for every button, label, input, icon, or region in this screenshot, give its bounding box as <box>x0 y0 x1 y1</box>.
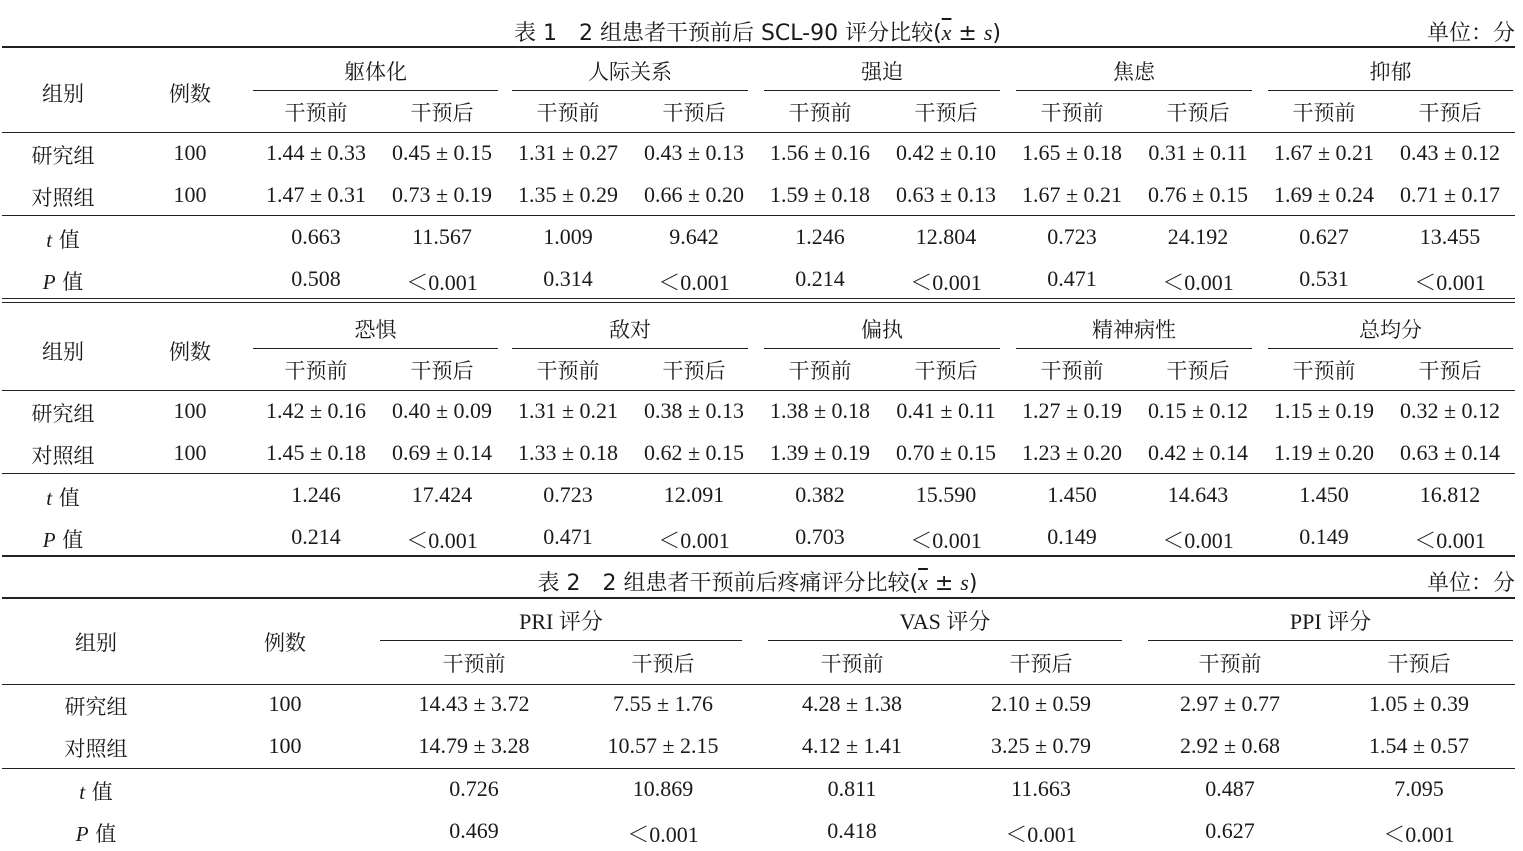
table1-top-rule <box>2 46 1515 48</box>
row-t-label-suffix: 值 <box>52 228 80 252</box>
table-cell-p: ＜0.001 <box>1414 528 1486 553</box>
table-cell-t: 1.450 <box>1047 482 1097 507</box>
table1-unit: 单位：分 <box>1426 21 1515 46</box>
table-cell-p: 0.627 <box>1205 818 1255 843</box>
table-cell-p: ＜0.001 <box>1162 528 1234 553</box>
row-count: 100 <box>268 733 302 758</box>
row-p-label <box>43 266 84 296</box>
subheader-pre: 干预前 <box>284 101 348 125</box>
row-p-label-symbol: P <box>42 528 56 552</box>
table1-caption <box>0 8 1515 48</box>
dimension-underline <box>512 348 748 349</box>
table-cell-t: 11.567 <box>412 224 472 249</box>
table1-block-separator-lower <box>2 302 1515 303</box>
table-cell-t: 1.246 <box>291 482 341 507</box>
table-cell: 0.40 ± 0.09 <box>391 398 493 423</box>
table-cell: 0.42 ± 0.10 <box>895 140 997 165</box>
table-cell-p: 0.471 <box>543 524 593 549</box>
table2-title-close: ) <box>968 571 978 596</box>
data-bottom-rule <box>2 215 1515 216</box>
table-cell-t: 1.450 <box>1299 482 1349 507</box>
table1-title-mean-symbol: $\overline{x}$ <box>941 20 952 45</box>
table-cell: 0.43 ± 0.13 <box>643 140 745 165</box>
dimension-header: PRI 评分 <box>519 609 603 634</box>
table-cell: 1.56 ± 0.16 <box>769 140 871 165</box>
dimension-header: 恐惧 <box>354 318 397 342</box>
table-cell: 0.45 ± 0.15 <box>391 140 493 165</box>
dimension-header: 精神病性 <box>1092 318 1176 342</box>
table-cell-t: 15.590 <box>915 482 977 507</box>
dimension-header: 抑郁 <box>1369 60 1412 84</box>
table-cell-t: 16.812 <box>1419 482 1481 507</box>
table-cell-p: ＜0.001 <box>406 270 478 295</box>
row-p-label-symbol: P <box>42 270 56 294</box>
table-cell: 1.33 ± 0.18 <box>517 440 619 465</box>
dimension-header: 偏执 <box>861 318 903 342</box>
table-cell: 0.38 ± 0.13 <box>643 398 745 423</box>
table-cell: 1.05 ± 0.39 <box>1368 691 1470 716</box>
dimension-header: 焦虑 <box>1113 60 1155 84</box>
table2-title-pm: ± <box>927 571 961 596</box>
row-count: 100 <box>173 140 207 165</box>
column-header-count: 例数 <box>169 82 211 106</box>
dimension-underline <box>253 348 498 349</box>
table-cell-p: ＜0.001 <box>1162 270 1234 295</box>
dimension-underline <box>764 348 1000 349</box>
table-cell: 2.10 ± 0.59 <box>990 691 1092 716</box>
table1-block-separator-upper <box>2 298 1515 299</box>
table-cell-p: ＜0.001 <box>658 270 730 295</box>
table-cell-t: 12.091 <box>663 482 725 507</box>
dimension-underline <box>380 640 742 641</box>
table-cell-t: 14.643 <box>1167 482 1229 507</box>
header-bottom-rule <box>2 390 1515 391</box>
row-count: 100 <box>173 440 207 465</box>
table-cell: 0.31 ± 0.11 <box>1148 140 1248 165</box>
table-cell: 1.54 ± 0.57 <box>1368 733 1470 758</box>
subheader-pre: 干预前 <box>820 652 884 676</box>
dimension-header: 总均分 <box>1359 318 1422 342</box>
row-group-label: 对照组 <box>31 444 95 468</box>
subheader-post: 干预后 <box>1418 359 1482 383</box>
table-cell-t: 0.627 <box>1299 224 1349 249</box>
table-cell-t: 11.663 <box>1011 776 1071 801</box>
table2-unit: 单位：分 <box>1426 571 1515 596</box>
subheader-pre: 干预前 <box>1292 359 1356 383</box>
table-cell: 1.59 ± 0.18 <box>769 182 871 207</box>
table1-title <box>0 16 1515 47</box>
row-t-label <box>46 224 80 254</box>
data-bottom-rule <box>2 768 1515 769</box>
table-cell-p: 0.508 <box>291 266 341 291</box>
row-t-label-symbol: t <box>79 780 86 804</box>
row-p-label-suffix: 值 <box>88 822 117 846</box>
table-cell-t: 10.869 <box>632 776 694 801</box>
subheader-pre: 干预前 <box>284 359 348 383</box>
row-t-label-suffix: 值 <box>85 780 113 804</box>
row-p-label-symbol: P <box>75 822 89 846</box>
table-cell-p: ＜0.001 <box>910 528 982 553</box>
row-t-label-symbol: t <box>46 486 53 510</box>
row-group-label: 对照组 <box>31 186 95 210</box>
dimension-header: VAS 评分 <box>899 609 991 634</box>
subheader-pre: 干预前 <box>788 359 852 383</box>
table-cell: 1.44 ± 0.33 <box>265 140 367 165</box>
subheader-post: 干预后 <box>1166 359 1230 383</box>
table-cell: 1.27 ± 0.19 <box>1021 398 1123 423</box>
table-cell: 4.28 ± 1.38 <box>801 691 903 716</box>
row-group-label: 研究组 <box>31 144 95 168</box>
table-cell: 1.42 ± 0.16 <box>265 398 367 423</box>
row-p-label <box>43 524 84 554</box>
table-cell: 1.31 ± 0.21 <box>517 398 619 423</box>
table-cell-p: ＜0.001 <box>1414 270 1486 295</box>
table-cell: 0.62 ± 0.15 <box>643 440 745 465</box>
subheader-post: 干预后 <box>1418 101 1482 125</box>
row-count: 100 <box>173 182 207 207</box>
subheader-post: 干预后 <box>410 359 474 383</box>
table-cell-t: 0.726 <box>449 776 499 801</box>
table-cell: 7.55 ± 1.76 <box>612 691 714 716</box>
table-cell: 1.45 ± 0.18 <box>265 440 367 465</box>
table-cell-p: ＜0.001 <box>627 822 699 847</box>
dimension-underline <box>253 90 498 91</box>
table2-top-rule <box>2 597 1515 599</box>
data-bottom-rule <box>2 473 1515 474</box>
subheader-post: 干预后 <box>410 101 474 125</box>
table-cell-p: ＜0.001 <box>910 270 982 295</box>
table-cell-t: 0.663 <box>291 224 341 249</box>
row-group-label: 研究组 <box>31 402 95 426</box>
table-cell: 1.31 ± 0.27 <box>517 140 619 165</box>
row-group-label: 对照组 <box>64 737 128 761</box>
dimension-underline <box>764 90 1000 91</box>
column-header-group: 组别 <box>42 82 84 106</box>
table-cell-p: ＜0.001 <box>1005 822 1077 847</box>
dimension-underline <box>768 640 1122 641</box>
subheader-post: 干预后 <box>914 101 978 125</box>
table2-title-sd-symbol: s <box>960 570 969 595</box>
row-t-label <box>46 482 80 512</box>
row-p-label-suffix: 值 <box>55 528 84 552</box>
dimension-header: 强迫 <box>861 60 903 84</box>
subheader-post: 干预后 <box>631 652 695 676</box>
table-cell-t: 7.095 <box>1394 776 1444 801</box>
table-cell: 1.69 ± 0.24 <box>1273 182 1375 207</box>
table-cell-p: 0.703 <box>795 524 845 549</box>
table-cell: 4.12 ± 1.41 <box>801 733 903 758</box>
table-cell: 0.42 ± 0.14 <box>1147 440 1249 465</box>
table-cell-p: ＜0.001 <box>1383 822 1455 847</box>
table-cell-t: 12.804 <box>915 224 977 249</box>
dimension-header: 躯体化 <box>344 60 407 84</box>
table-cell: 1.15 ± 0.19 <box>1273 398 1375 423</box>
table-cell-t: 1.009 <box>543 224 593 249</box>
row-count: 100 <box>268 691 302 716</box>
table2-title <box>0 566 1515 597</box>
table-cell: 1.65 ± 0.18 <box>1021 140 1123 165</box>
table-cell: 1.47 ± 0.31 <box>265 182 367 207</box>
table2-title-mean-symbol: $\overline{x}$ <box>918 570 928 595</box>
row-t-label <box>79 776 113 806</box>
table2-title-text: 表 2 2 组患者干预前后疼痛评分比较( <box>537 571 919 596</box>
subheader-post: 干预后 <box>1387 652 1451 676</box>
table-cell: 1.38 ± 0.18 <box>769 398 871 423</box>
table-cell-t: 9.642 <box>669 224 719 249</box>
column-header-group: 组别 <box>75 631 117 655</box>
table-cell: 0.32 ± 0.12 <box>1399 398 1501 423</box>
header-bottom-rule <box>2 684 1515 685</box>
dimension-header: 敌对 <box>609 318 651 342</box>
table-cell: 1.35 ± 0.29 <box>517 182 619 207</box>
row-group-label: 研究组 <box>64 695 128 719</box>
table1-bottom-rule <box>2 555 1515 557</box>
subheader-pre: 干预前 <box>1292 101 1356 125</box>
dimension-underline <box>1268 348 1513 349</box>
table-cell: 0.43 ± 0.12 <box>1399 140 1501 165</box>
table-cell: 0.63 ± 0.13 <box>895 182 997 207</box>
table-cell: 1.19 ± 0.20 <box>1273 440 1375 465</box>
dimension-underline <box>1016 90 1252 91</box>
table1-title-sd-symbol: s <box>983 20 993 45</box>
table-cell-p: 0.214 <box>795 266 845 291</box>
table-cell-p: 0.314 <box>543 266 593 291</box>
subheader-post: 干预后 <box>1009 652 1073 676</box>
table-cell-t: 0.811 <box>827 776 877 801</box>
subheader-pre: 干预前 <box>1198 652 1262 676</box>
table-cell: 1.67 ± 0.21 <box>1273 140 1375 165</box>
table-cell-p: ＜0.001 <box>406 528 478 553</box>
table1-title-pm: ± <box>951 21 984 46</box>
table-cell: 0.73 ± 0.19 <box>391 182 493 207</box>
table-cell: 0.63 ± 0.14 <box>1399 440 1501 465</box>
table-cell: 1.67 ± 0.21 <box>1021 182 1123 207</box>
table-cell-t: 0.723 <box>543 482 593 507</box>
table-cell-t: 0.487 <box>1205 776 1255 801</box>
table-cell-p: 0.469 <box>449 818 499 843</box>
subheader-pre: 干预前 <box>1040 101 1104 125</box>
subheader-pre: 干预前 <box>536 101 600 125</box>
row-p-label <box>76 818 117 848</box>
table-cell-t: 17.424 <box>411 482 473 507</box>
table-cell-t: 0.382 <box>795 482 845 507</box>
table-cell-p: 0.214 <box>291 524 341 549</box>
table-cell: 0.76 ± 0.15 <box>1147 182 1249 207</box>
table-cell: 0.70 ± 0.15 <box>895 440 997 465</box>
table-cell-p: 0.471 <box>1047 266 1097 291</box>
column-header-group: 组别 <box>42 340 84 364</box>
table1-title-close: ) <box>992 21 1002 46</box>
table-cell-p: 0.149 <box>1047 524 1097 549</box>
dimension-underline <box>1268 90 1513 91</box>
header-bottom-rule <box>2 132 1515 133</box>
subheader-post: 干预后 <box>914 359 978 383</box>
table-cell: 14.43 ± 3.72 <box>418 691 530 716</box>
table-cell-p: ＜0.001 <box>658 528 730 553</box>
table-cell-p: 0.418 <box>827 818 877 843</box>
table-cell-t: 13.455 <box>1419 224 1481 249</box>
subheader-post: 干预后 <box>662 101 726 125</box>
subheader-pre: 干预前 <box>536 359 600 383</box>
dimension-underline <box>512 90 748 91</box>
table-cell: 0.71 ± 0.17 <box>1399 182 1501 207</box>
table-cell-p: 0.531 <box>1299 266 1349 291</box>
row-p-label-suffix: 值 <box>55 270 84 294</box>
subheader-pre: 干预前 <box>1040 359 1104 383</box>
table-cell: 3.25 ± 0.79 <box>990 733 1092 758</box>
row-t-label-symbol: t <box>46 228 53 252</box>
table-cell-p: 0.149 <box>1299 524 1349 549</box>
table-cell: 10.57 ± 2.15 <box>607 733 719 758</box>
column-header-count: 例数 <box>169 340 211 364</box>
table-cell: 0.66 ± 0.20 <box>643 182 745 207</box>
table1-title-text: 表 1 2 组患者干预前后 SCL-90 评分比较( <box>513 21 942 46</box>
dimension-header: 人际关系 <box>588 60 672 84</box>
table-cell-t: 24.192 <box>1167 224 1229 249</box>
table-cell: 2.97 ± 0.77 <box>1179 691 1281 716</box>
row-count: 100 <box>173 398 207 423</box>
subheader-post: 干预后 <box>662 359 726 383</box>
table-cell: 14.79 ± 3.28 <box>418 733 530 758</box>
table-cell: 0.69 ± 0.14 <box>391 440 493 465</box>
row-t-label-suffix: 值 <box>52 486 80 510</box>
table-cell: 0.41 ± 0.11 <box>896 398 996 423</box>
dimension-underline <box>1016 348 1252 349</box>
subheader-pre: 干预前 <box>442 652 506 676</box>
dimension-underline <box>1148 640 1513 641</box>
subheader-pre: 干预前 <box>788 101 852 125</box>
subheader-post: 干预后 <box>1166 101 1230 125</box>
table2-caption <box>0 558 1515 598</box>
table-cell-t: 1.246 <box>795 224 845 249</box>
table-cell: 0.15 ± 0.12 <box>1147 398 1249 423</box>
dimension-header: PPI 评分 <box>1289 609 1372 634</box>
table-cell-t: 0.723 <box>1047 224 1097 249</box>
table-cell: 1.39 ± 0.19 <box>769 440 871 465</box>
table-cell: 2.92 ± 0.68 <box>1179 733 1281 758</box>
column-header-count: 例数 <box>264 631 306 655</box>
table-cell: 1.23 ± 0.20 <box>1021 440 1123 465</box>
